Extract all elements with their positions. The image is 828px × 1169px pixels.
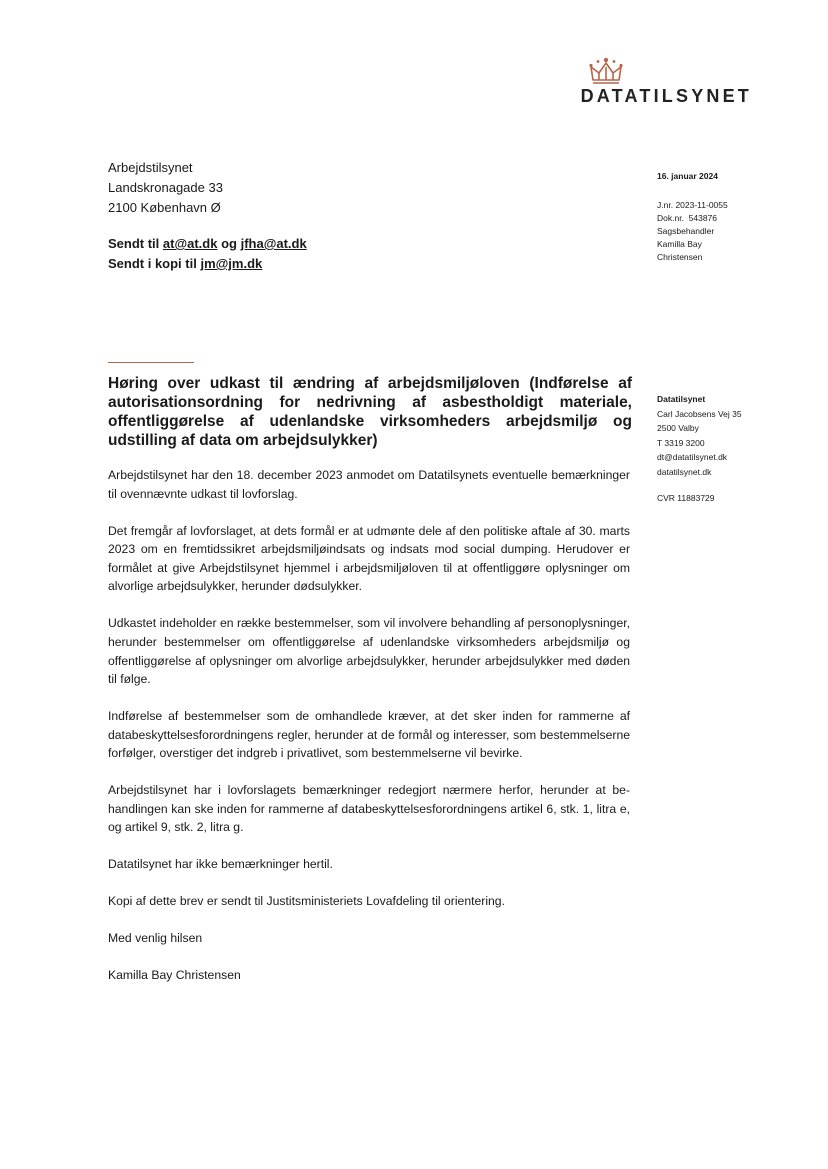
case-handler-name-2: Christensen	[657, 252, 703, 262]
body-paragraph: Det fremgår af lovforslaget, at dets formål er at udmønte dele af den politiske aftale af 30. marts 2023 om en fremtidssikret arbejdsmiljøindsats og indsats mod social dumping. Herudover er formålet at give Arbejdstilsynet hjemmel i arbejdsmiljøloven til at offentliggøre oplysninger om alvorlige arbejdsulykker, herunder dødsulykker.	[108, 523, 630, 594]
sender-phone: T 3319 3200	[657, 437, 705, 448]
sent-to-line	[108, 234, 307, 254]
email-link-at[interactable]: at@at.dk	[162, 236, 218, 251]
sender-street: Carl Jacobsens Vej 35	[657, 408, 742, 419]
signature-name: Kamilla Bay Christensen	[108, 968, 241, 983]
sender-email: dt@datatilsynet.dk	[657, 452, 728, 462]
body-paragraph: Arbejdstilsynet har i lovforslagets bemærkninger redegjort nærmere herfor, herunder at behandlingen kan ske inden for rammerne af databeskyttelsesforordningens artikel 6, stk. 1, litra e, og artikel 9, stk. 2, litra g.	[108, 783, 630, 835]
logo-wordmark: DATATILSYNET	[580, 86, 752, 106]
sender-cvr: CVR 11883729	[657, 493, 715, 503]
sent-to-block	[108, 234, 307, 274]
email-link-jfha[interactable]: jfha@at.dk	[240, 236, 307, 251]
body-paragraph: Udkastet indeholder en række bestemmelser, som vil involvere behandling af personoplysninger, herunder bestemmelser om offentliggørelse af udenlandske virksomheders arbejdsmiljø og offentliggørelse af oplysninger om alvorlige arbejdsulykker, herunder arbejdsulykker med døden til følge.	[108, 616, 630, 687]
journal-number-label: J.nr.	[657, 200, 674, 210]
case-handler-name-1: Kamilla Bay	[657, 239, 702, 249]
email-link-jm[interactable]: jm@jm.dk	[200, 256, 263, 271]
document-number-value: 543876	[688, 213, 718, 223]
letter-meta	[657, 170, 728, 264]
document-number-label: Dok.nr.	[657, 213, 684, 223]
letter-body	[108, 466, 630, 1003]
journal-number	[657, 199, 728, 212]
sent-to-joiner: og	[217, 236, 241, 251]
recipient-address	[108, 158, 223, 218]
sent-copy-label: Sendt i kopi til	[108, 256, 201, 271]
case-handler-label: Sagsbehandler	[657, 226, 715, 236]
recipient-name: Arbejdstilsynet	[108, 160, 193, 175]
journal-number-value: 2023-11-0055	[675, 200, 728, 210]
title-divider	[108, 362, 194, 363]
closing-greeting: Med venlig hilsen	[108, 931, 203, 946]
recipient-street: Landskronagade 33	[108, 180, 223, 195]
crown-icon	[588, 56, 624, 86]
sent-to-label: Sendt til	[108, 236, 163, 251]
body-paragraph: Kopi af dette brev er sendt til Justitsministeriets Lovafdeling til orientering.	[108, 894, 505, 909]
sender-org: Datatilsynet	[657, 394, 706, 404]
sent-copy-line	[108, 254, 307, 274]
sender-city: 2500 Valby	[657, 423, 699, 433]
recipient-city: 2100 København Ø	[108, 200, 221, 215]
document-number	[657, 212, 728, 225]
body-paragraph: Datatilsynet har ikke bemærkninger hertil.	[108, 857, 333, 872]
body-paragraph: Arbejdstilsynet har den 18. december 2023 anmodet om Datatilsynets eventuelle bemærkninger til ovennævnte udkast til lovforslag.	[108, 468, 630, 501]
letter-date: 16. januar 2024	[657, 171, 718, 181]
datatilsynet-logo	[552, 56, 752, 106]
letter-title: Høring over udkast til ændring af arbejdsmiljøloven (Indførelse af autorisationsordning for nedrivning af asbestholdigt materiale, offentliggørelse af udenlandske virksomheders arbejdsmiljø og udstilling af data om arbejdsulykker)	[108, 375, 632, 449]
sender-website: datatilsynet.dk	[657, 466, 712, 477]
sender-contact	[657, 392, 742, 506]
body-paragraph: Indførelse af bestemmelser som de omhandlede kræver, at det sker inden for rammerne af databeskyttelsesforordningens regler, herunder at de formål og interesser, som bestemmelserne forfølger, overstiger det indgreb i privatlivet, som bestemmelserne vil bevirke.	[108, 709, 630, 761]
